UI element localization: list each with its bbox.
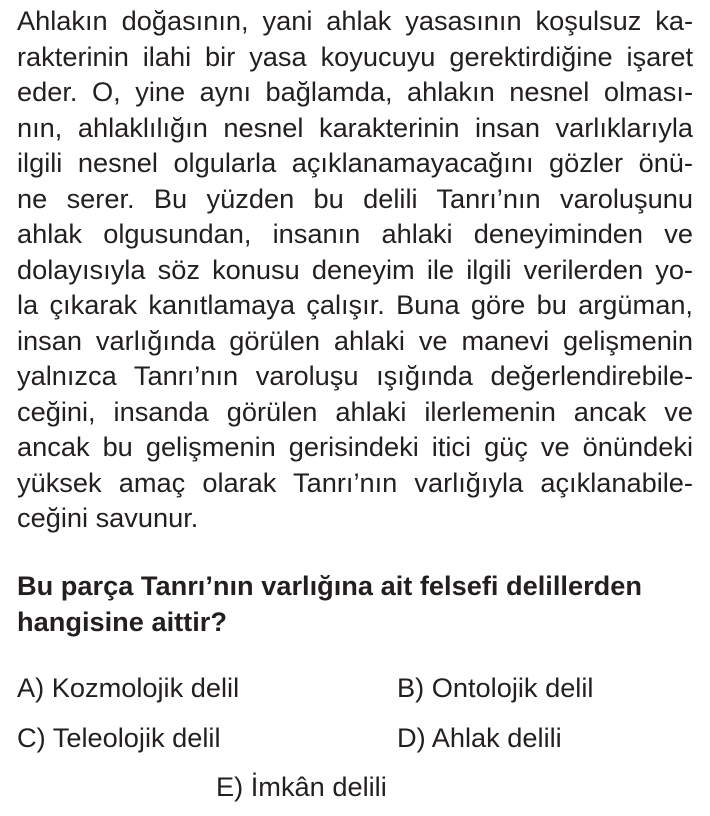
option-a[interactable]: A) Kozmolojik delil [17, 672, 240, 703]
passage-line: rakterinin ilahi bir yasa koyucuyu gerektirdiğine işaret [17, 40, 693, 72]
passage-text [17, 3, 693, 536]
passage-line: yüksek amaç olarak Tanrı’nın varlığıyla açıklanabile- [17, 466, 693, 498]
passage-line: yalnızca Tanrı’nın varoluşu ışığında değerlendirebile- [17, 360, 693, 391]
passage-line: dolayısıyla söz konusu deneyim ile ilgili verilerden yo- [17, 253, 693, 285]
passage-line: ancak bu gelişmenin gerisindeki itici güç ve önündeki [17, 431, 693, 462]
passage-line: ahlak olgusundan, insanın ahlaki deneyiminden ve [17, 218, 693, 249]
passage-line: eder. O, yine aynı bağlamda, ahlakın nesnel olması- [17, 76, 693, 107]
passage-line: Ahlakın doğasının, yani ahlak yasasının koşulsuz ka- [17, 5, 693, 36]
passage-line: ceğini savunur. [17, 502, 199, 533]
option-c[interactable]: C) Teleolojik delil [17, 722, 221, 753]
passage-line: nın, ahlaklılığın nesnel karakterinin insan varlıklarıyla [17, 111, 693, 143]
option-d[interactable]: D) Ahlak delili [397, 722, 562, 753]
passage-line: ne serer. Bu yüzden bu delili Tanrı’nın varoluşunu [17, 182, 693, 214]
question-line: hangisine aittir? [17, 605, 227, 637]
passage-line: ceğini, insanda görülen ahlaki ilerlemenin ancak ve [17, 395, 693, 427]
question-stem [17, 568, 707, 639]
passage-line: la çıkarak kanıtlamaya çalışır. Buna göre bu argüman, [17, 289, 693, 320]
option-b[interactable]: B) Ontolojik delil [397, 672, 594, 703]
passage-line: insan varlığında görülen ahlaki ve manevi gelişmenin [17, 324, 693, 356]
option-e[interactable]: E) İmkân delili [216, 771, 387, 802]
passage-line: ilgili nesnel olgularla açıklanamayacağını gözler önü- [17, 147, 693, 178]
question-line: Bu parça Tanrı’nın varlığına ait felsefi delillerden [17, 570, 642, 601]
